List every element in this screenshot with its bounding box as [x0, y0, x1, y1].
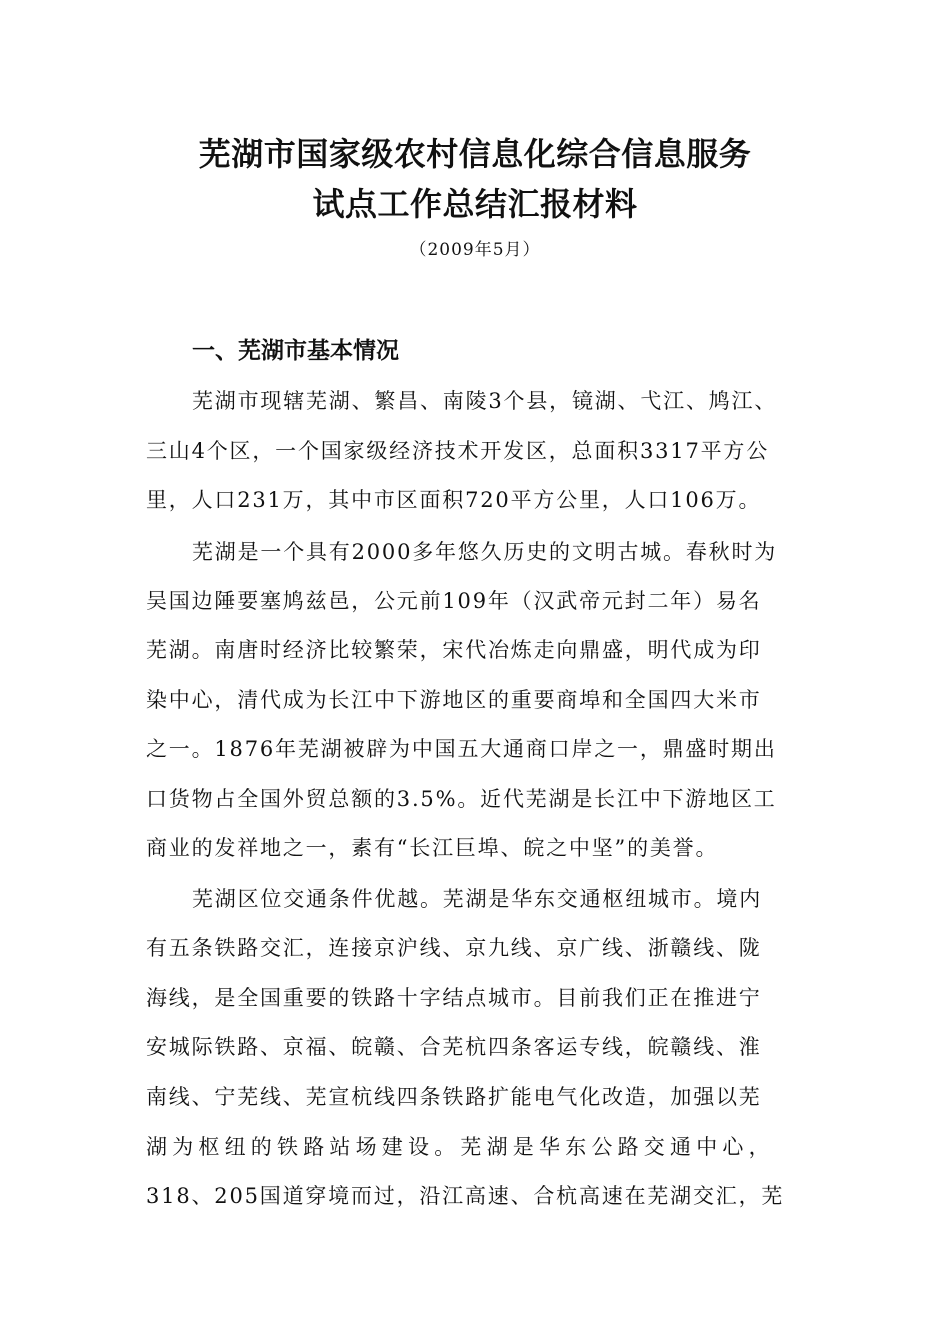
body-text-line: 三山4个区，一个国家级经济技术开发区，总面积3317平方公: [146, 439, 770, 463]
body-text-line: 之一。1876年芜湖被辟为中国五大通商口岸之一，鼎盛时期出: [146, 737, 777, 761]
document-title-line-2: 试点工作总结汇报材料: [312, 185, 638, 223]
body-text-line: 里，人口231万，其中市区面积720平方公里，人口106万。: [146, 488, 762, 512]
body-text-line: 海线，是全国重要的铁路十字结点城市。目前我们正在推进宁: [146, 986, 762, 1010]
body-text-line: 芜湖。南唐时经济比较繁荣，宋代冶炼走向鼎盛，明代成为印: [146, 638, 762, 662]
body-text-line: 口货物占全国外贸总额的3.5%。近代芜湖是长江中下游地区工: [146, 787, 777, 811]
body-text-line: 商业的发祥地之一，素有“长江巨埠、皖之中坚”的美誉。: [146, 836, 719, 860]
body-text-line: 芜湖市现辖芜湖、繁昌、南陵3个县，镜湖、弋江、鸠江、: [192, 389, 778, 413]
document-date: （2009年5月）: [409, 240, 541, 260]
document-title-line-1: 芜湖市国家级农村信息化综合信息服务: [198, 135, 752, 173]
body-text-line: 有五条铁路交汇，连接京沪线、京九线、京广线、浙赣线、陇: [146, 936, 762, 960]
body-text-line: 芜湖是一个具有2000多年悠久历史的文明古城。春秋时为: [192, 540, 778, 564]
body-text-line: 吴国边陲要塞鸠兹邑，公元前109年（汉武帝元封二年）易名: [146, 589, 762, 613]
body-text-line: 湖为枢纽的铁路站场建设。芜湖是华东公路交通中心，: [146, 1135, 775, 1159]
body-text-line: 南线、宁芜线、芜宣杭线四条铁路扩能电气化改造，加强以芜: [146, 1085, 762, 1109]
body-text-line: 318、205国道穿境而过，沿江高速、合杭高速在芜湖交汇，芜: [146, 1184, 785, 1208]
body-text-line: 安城际铁路、京福、皖赣、合芜杭四条客运专线，皖赣线、淮: [146, 1035, 762, 1059]
body-text-line: 芜湖区位交通条件优越。芜湖是华东交通枢纽城市。境内: [192, 887, 762, 911]
body-text-line: 染中心，清代成为长江中下游地区的重要商埠和全国四大米市: [146, 688, 762, 712]
section-heading: 一、芜湖市基本情况: [192, 338, 399, 364]
